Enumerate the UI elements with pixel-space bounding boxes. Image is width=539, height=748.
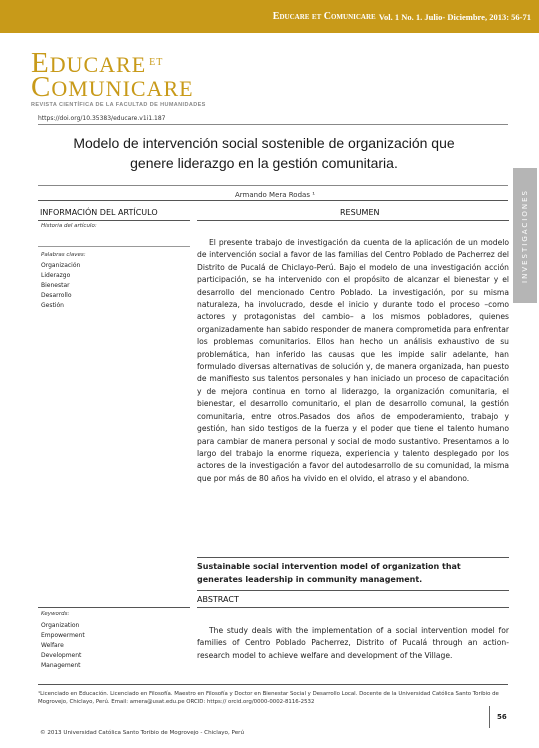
abstract-text: The study deals with the implementation of a social intervention model for families of Centro Poblado Pacherrez, Distrito of Pucalá through an action-research model to achieve welfare and development of the Village.	[197, 626, 509, 660]
article-title: Modelo de intervención social sostenible de organización que genere liderazgo en la gestión comunitaria.	[73, 135, 455, 171]
page-number: 56	[497, 713, 507, 721]
abstract-heading: ABSTRACT	[197, 595, 239, 604]
keyword: Welfare	[41, 642, 64, 649]
keywords-en-label: Keywords:	[41, 611, 70, 617]
divider	[197, 220, 509, 221]
keyword: Liderazgo	[41, 272, 71, 279]
resumen-text: El presente trabajo de investigación da cuenta de la aplicación de un modelo de intervención social a favor de las familias del Centro Poblado de Pacherrez del Distrito de Pucalá de Chiclayo-Perú. Bajo el modelo de una investigación acción participación, se ha intervenido con el propósito de alcanzar el bienestar y el desarrollo del mencionado Centro Poblado. La investigación, por su misma naturaleza, ha involucrado, desde el inicio y durante todo el proceso –como actores y protagonistas del cambio– a los mismos pobladores, quienes organizadamente han sabido responder de manera comprometida para enfrentar los problemas comunitarios. Ellos han hecho un análisis exhaustivo de su problemática, han inferido las causas que les impide salir adelante, han formulado diversas alternativas de solución y, de manera organizada, han puesto de manifiesto sus talentos personales y han iniciado un proceso de capacitación y de mejora continua en torno al liderazgo, la organización comunitaria, el bienestar, el desarrollo comunitario, el plan de desarrollo comunal, la gestión comunitaria, entre otros.Pasados dos años de empoderamiento, trabajo y gestión, han sido testigos de la fuerza y el poder que tiene el talento humano para cambiar de manera personal y social de modo sustantivo. Presentamos a lo largo del trabajo la enorme riqueza, experiencia y talento desplegado por los actores de la investigación a favor del autodesarrollo de su comunidad, la misma que por más de 80 años ha vivido en el olvido, el atraso y el abandono.	[197, 238, 509, 483]
divider	[38, 124, 508, 125]
info-heading: INFORMACIÓN DEL ARTÍCULO	[40, 208, 158, 217]
divider	[197, 590, 509, 591]
divider	[38, 684, 508, 685]
page-number-divider	[489, 706, 490, 728]
journal-citation: Vol. 1 No. 1. Julio- Diciembre, 2013: 56-71	[378, 11, 531, 22]
journal-header-bar	[0, 0, 539, 33]
divider	[38, 200, 508, 201]
resumen-heading: RESUMEN	[340, 208, 380, 217]
keyword: Organization	[41, 622, 80, 629]
keywords-en-list	[41, 621, 85, 671]
section-tab-label: INVESTIGACIONES	[521, 188, 529, 283]
keyword: Organización	[41, 262, 81, 269]
doi-link[interactable]: https://doi.org/10.35383/educare.v1i1.187	[38, 115, 166, 122]
section-tab	[513, 168, 537, 303]
divider	[38, 246, 190, 247]
english-title: Sustainable social intervention model of organization that generates leadership in community management.	[197, 562, 461, 584]
divider	[38, 220, 190, 221]
journal-logo: EDUCARE $^{ET}$ COMUNICARE REVISTA CIENTÍFICA DE LA FACULTAD DE HUMANIDADES	[31, 47, 206, 108]
divider	[197, 557, 509, 558]
history-label: Historia del artículo:	[41, 223, 97, 229]
divider	[38, 607, 190, 608]
author-footnote: ¹Licenciado en Educación. Licenciado en Filosofía. Maestro en Filosofía y Doctor en Bienestar Social y Desarrollo Local. Docente de la Universidad Católica Santo Toribio de Mogrovejo, Chiclayo, Perú. Email: amera@usat.edu.pe ORCID: https:// orcid.org/0000-0002-8116-2532	[38, 691, 499, 705]
keywords-label: Palabras claves:	[41, 252, 86, 258]
keyword: Management	[41, 662, 81, 669]
keyword: Empowerment	[41, 632, 85, 639]
keyword: Bienestar	[41, 282, 70, 289]
keywords-list	[41, 261, 80, 311]
divider	[38, 185, 508, 186]
keyword: Development	[41, 652, 82, 659]
keyword: Desarrollo	[41, 292, 72, 299]
logo-subtitle: REVISTA CIENTÍFICA DE LA FACULTAD DE HUMANIDADES	[31, 102, 206, 108]
divider	[197, 607, 509, 608]
journal-name: Educare et Comunicare	[272, 11, 376, 22]
keyword: Gestión	[41, 302, 64, 309]
author-name: Armando Mera Rodas ¹	[234, 191, 316, 199]
copyright-notice: © 2013 Universidad Católica Santo Toribio de Mogrovejo - Chiclayo, Perú	[40, 730, 244, 736]
